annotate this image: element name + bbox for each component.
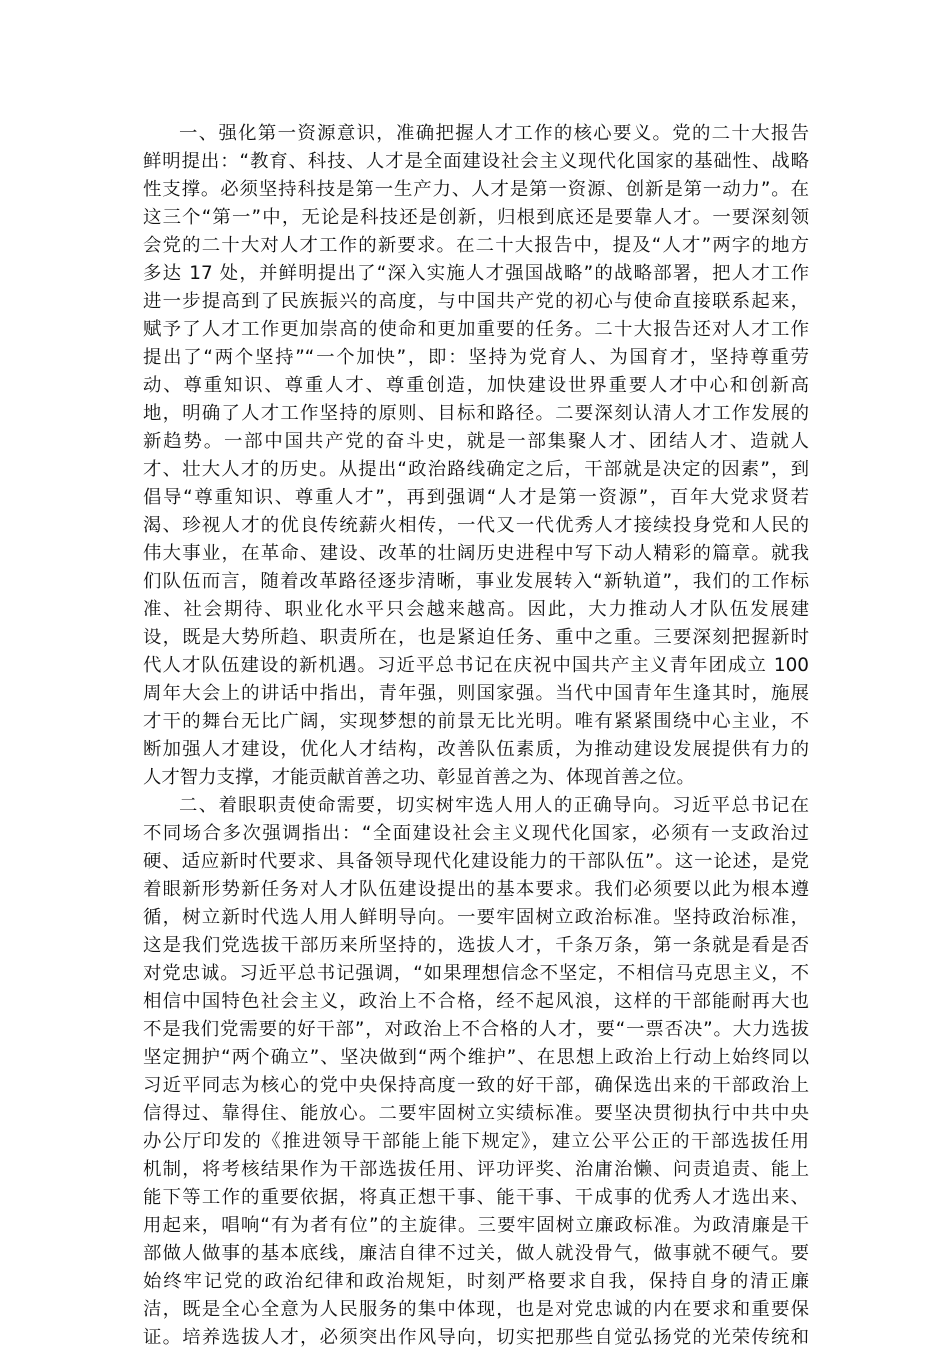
text-line: 赋予了人才工作更加崇高的使命和更加重要的任务。二十大报告还对人才工作 [143,319,809,340]
text-line: 代人才队伍建设的新机遇。习近平总书记在庆祝中国共产主义青年团成立 100 [143,655,809,676]
text-line: 循，树立新时代选人用人鲜明导向。一要牢固树立政治标准。坚持政治标准， [143,907,809,928]
text-line: 硬、适应新时代要求、具备领导现代化建设能力的干部队伍”。这一论述，是党 [143,851,809,872]
text-line: 提出了“两个坚持”“一个加快”，即：坚持为党育人、为国育才，坚持尊重劳 [143,347,809,368]
text-line: 证。培养选拔人才，必须突出作风导向，切实把那些自觉弘扬党的光荣传统和 [143,1327,809,1348]
paragraph-first-line: 一、强化第一资源意识，准确把握人才工作的核心要义。党的二十大报告 [179,123,809,144]
text-line: 断加强人才建设，优化人才结构，改善队伍素质，为推动建设发展提供有力的 [143,739,809,760]
text-line: 新趋势。一部中国共产党的奋斗史，就是一部集聚人才、团结人才、造就人 [143,431,809,452]
text-line: 才干的舞台无比广阔，实现梦想的前景无比光明。唯有紧紧围绕中心主业，不 [143,711,809,732]
text-line: 办公厅印发的《推进领导干部能上能下规定》，建立公平公正的干部选拔任用 [143,1131,809,1152]
text-line: 设，既是大势所趋、职责所在，也是紧迫任务、重中之重。三要深刻把握新时 [143,627,809,648]
text-line: 相信中国特色社会主义，政治上不合格，经不起风浪，这样的干部能耐再大也 [143,991,809,1012]
text-line: 性支撑。必须坚持科技是第一生产力、人才是第一资源、创新是第一动力”。在 [143,179,809,200]
paragraph-first-line: 二、着眼职责使命需要，切实树牢选人用人的正确导向。习近平总书记在 [179,795,809,816]
text-line: 着眼新形势新任务对人才队伍建设提出的基本要求。我们必须要以此为根本遵 [143,879,809,900]
text-line: 洁，既是全心全意为人民服务的集中体现，也是对党忠诚的内在要求和重要保 [143,1299,809,1320]
text-line: 伟大事业，在革命、建设、改革的壮阔历史进程中写下动人精彩的篇章。就我 [143,543,809,564]
text-line: 这是我们党选拔干部历来所坚持的，选拔人才，千条万条，第一条就是看是否 [143,935,809,956]
text-line: 信得过、靠得住、能放心。二要牢固树立实绩标准。要坚决贯彻执行中共中央 [143,1103,809,1124]
text-line: 渴、珍视人才的优良传统薪火相传，一代又一代优秀人才接续投身党和人民的 [143,515,809,536]
text-line: 人才智力支撑，才能贡献首善之功、彰显首善之为、体现首善之位。 [143,767,695,788]
text-line: 对党忠诚。习近平总书记强调，“如果理想信念不坚定，不相信马克思主义，不 [143,963,809,984]
text-line: 部做人做事的基本底线，廉洁自律不过关，做人就没骨气，做事就不硬气。要 [143,1243,809,1264]
text-line: 用起来，唱响“有为者有位”的主旋律。三要牢固树立廉政标准。为政清廉是干 [143,1215,809,1236]
text-line: 不是我们党需要的好干部”，对政治上不合格的人才，要“一票否决”。大力选拔 [143,1019,809,1040]
text-line: 倡导“尊重知识、尊重人才”，再到强调“人才是第一资源”，百年大党求贤若 [143,487,809,508]
text-line: 进一步提高到了民族振兴的高度，与中国共产党的初心与使命直接联系起来， [143,291,809,312]
text-line: 才、壮大人才的历史。从提出“政治路线确定之后，干部就是决定的因素”，到 [143,459,809,480]
text-line: 准、社会期待、职业化水平只会越来越高。因此，大力推动人才队伍发展建 [143,599,809,620]
text-line: 这三个“第一”中，无论是科技还是创新，归根到底还是要靠人才。一要深刻领 [143,207,809,228]
text-line: 能下等工作的重要依据，将真正想干事、能干事、干成事的优秀人才选出来、 [143,1187,809,1208]
document-body [143,120,809,1352]
text-line: 鲜明提出：“教育、科技、人才是全面建设社会主义现代化国家的基础性、战略 [143,151,809,172]
text-line: 地，明确了人才工作坚持的原则、目标和路径。二要深刻认清人才工作发展的 [143,403,809,424]
text-line: 会党的二十大对人才工作的新要求。在二十大报告中，提及“人才”两字的地方 [143,235,809,256]
text-line: 习近平同志为核心的党中央保持高度一致的好干部，确保选出来的干部政治上 [143,1075,809,1096]
text-line: 周年大会上的讲话中指出，青年强，则国家强。当代中国青年生逢其时，施展 [143,683,809,704]
text-line: 动、尊重知识、尊重人才、尊重创造，加快建设世界重要人才中心和创新高 [143,375,809,396]
text-line: 多达 17 处，并鲜明提出了“深入实施人才强国战略”的战略部署，把人才工作 [143,263,809,284]
text-line: 坚定拥护“两个确立”、坚决做到“两个维护”、在思想上政治上行动上始终同以 [143,1047,809,1068]
text-line: 不同场合多次强调指出：“全面建设社会主义现代化国家，必须有一支政治过 [143,823,809,844]
text-line: 机制，将考核结果作为干部选拔任用、评功评奖、治庸治懒、问责追责、能上 [143,1159,809,1180]
text-line: 始终牢记党的政治纪律和政治规矩，时刻严格要求自我，保持自身的清正廉 [143,1271,809,1292]
text-line: 们队伍而言，随着改革路径逐步清晰，事业发展转入“新轨道”，我们的工作标 [143,571,809,592]
